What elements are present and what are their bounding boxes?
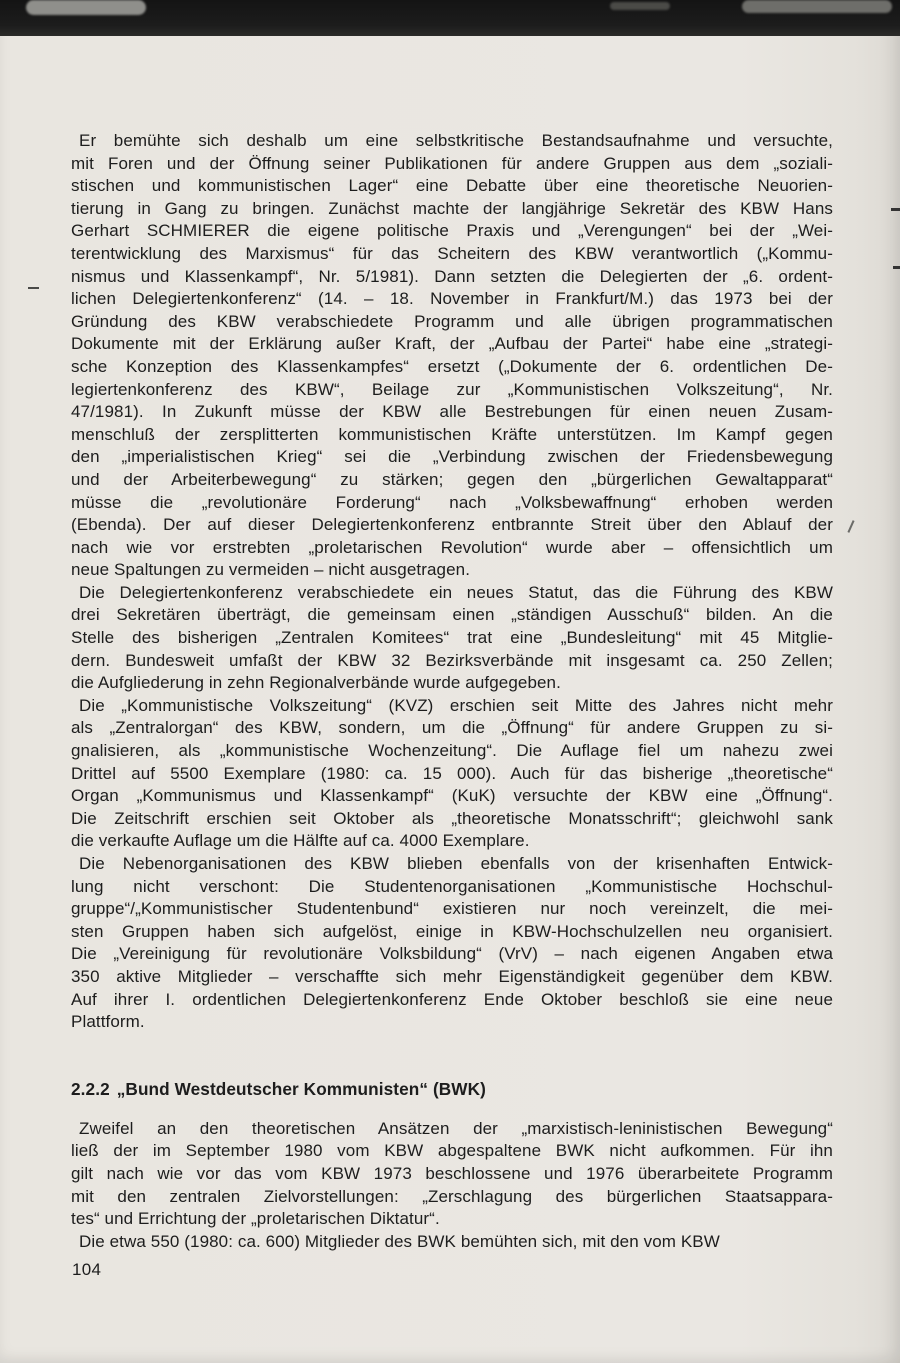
text-line: sten Gruppen haben sich aufgelöst, einige in KBW-Hochschulzellen neu organisiert. [71, 921, 833, 941]
text-line: menschluß der zersplitterten kommunistischen Kräfte unterstützen. Im Kampf gegen [71, 424, 833, 444]
text-line: als „Zentralorgan“ des KBW, sondern, um die „Öffnung“ für andere Gruppen zu si- [71, 718, 833, 738]
scan-artifact [28, 287, 39, 289]
scan-light-patch [26, 0, 146, 15]
page-number: 104 [72, 1260, 102, 1279]
text-line: die Aufgliederung in zehn Regionalverbände wurde aufgegeben. [71, 673, 561, 693]
text-line: drei Sekretären überträgt, die gemeinsam einen „ständigen Ausschuß“ bilden. An die [71, 605, 833, 625]
section-title: „Bund Westdeutscher Kommunisten“ (BWK) [116, 1078, 486, 1099]
text-line: 47/1981). In Zukunft müsse der KBW alle Bestrebungen für einen neuen Zusam- [71, 402, 833, 422]
text-line: Drittel auf 5500 Exemplare (1980: ca. 15 000). Auch für das bisherige „theoretische“ [71, 763, 833, 783]
section-heading [71, 1078, 833, 1101]
text-line: Zweifel an den theoretischen Ansätzen der „marxistisch-leninistischen Bewegung“ [79, 1118, 833, 1138]
text-line: Die Delegiertenkonferenz verabschiedete ein neues Statut, das die Führung des KBW [79, 582, 833, 602]
text-line: stischen und kommunistischen Lager“ eine Debatte über eine theoretische Neuorien- [71, 176, 833, 196]
body-text-lower [71, 1118, 833, 1254]
text-line: tes“ und Errichtung der „proletarischen Diktatur“. [71, 1209, 440, 1229]
text-line: gnalisieren, als „kommunistische Wochenzeitung“. Die Auflage fiel um nahezu zwei [71, 741, 833, 761]
text-line: Die etwa 550 (1980: ca. 600) Mitglieder des BWK bemühten sich, mit den vom KBW [79, 1231, 720, 1251]
paragraph [71, 1231, 833, 1254]
text-line: müsse die „revolutionäre Forderung“ nach „Volksbewaffnung“ erhoben werden [71, 492, 833, 512]
text-line: Organ „Kommunismus und Klassenkampf“ (KuK) versuchte der KBW eine „Öffnung“. [71, 786, 833, 806]
section-number: 2.2.2 [71, 1078, 110, 1099]
text-line: gruppe“/„Kommunistischer Studentenbund“ existieren nur noch vereinzelt, die mei- [71, 899, 833, 919]
paragraph [71, 130, 833, 582]
text-line: Gründung des KBW verabschiedete Programm und alle übrigen programmatischen [71, 311, 833, 331]
text-line: nach wie vor erstrebten „proletarischen Revolution“ wurde aber – offensichtlich um [71, 537, 833, 557]
text-line: Gerhart SCHMIERER die eigene politische Praxis und „Verengungen“ bei der „Wei- [71, 221, 833, 241]
text-line: Er bemühte sich deshalb um eine selbstkritische Bestandsaufnahme und versuchte, [79, 131, 833, 150]
text-line: ließ der im September 1980 vom KBW abgespaltene BWK nicht aufkommen. Für ihn [71, 1141, 833, 1161]
text-column [71, 130, 833, 1253]
text-line: nismus und Klassenkampf“, Nr. 5/1981). Dann setzten die Delegierten der „6. ordent- [71, 266, 833, 286]
text-line: neue Spaltungen zu vermeiden – nicht ausgetragen. [71, 560, 471, 580]
paragraph [71, 695, 833, 853]
scan-artifact [893, 266, 900, 269]
text-line: Die Zeitschrift erschien seit Oktober als „theoretische Monatsschrift“; gleichwohl sank [71, 808, 833, 828]
text-line: Auf ihrer I. ordentlichen Delegiertenkonferenz Ende Oktober beschloß sie eine neue [71, 989, 833, 1009]
text-line: mit Foren und der Öffnung seiner Publikationen für andere Gruppen aus dem „soziali- [71, 153, 833, 173]
text-line: (Ebenda). Der auf dieser Delegiertenkonferenz entbrannte Streit über den Ablauf der [71, 515, 833, 535]
paragraph [71, 582, 833, 695]
scan-light-patch [610, 2, 670, 10]
scan-top-edge-band [0, 0, 900, 36]
text-line: mit den zentralen Zielvorstellungen: „Zerschlagung des bürgerlichen Staatsappara- [71, 1186, 833, 1206]
text-line: dern. Bundesweit umfaßt der KBW 32 Bezirksverbände mit insgesamt ca. 250 Zellen; [71, 650, 833, 670]
text-line: legiertenkonferenz des KBW“, Beilage zur „Kommunistischen Volkszeitung“, Nr. [71, 379, 833, 399]
text-line: gilt nach wie vor das vom KBW 1973 beschlossene und 1976 überarbeitete Programm [71, 1163, 833, 1183]
text-line: Die „Kommunistische Volkszeitung“ (KVZ) erschien seit Mitte des Jahres nicht mehr [79, 695, 833, 715]
body-text-upper [71, 130, 833, 1034]
scan-artifact [847, 520, 854, 533]
text-line: sche Konzeption des Klassenkampfes“ ersetzt („Dokumente der 6. ordentlichen De- [71, 356, 833, 376]
text-line: 350 aktive Mitglieder – verschaffte sich mehr Eigenständigkeit gegenüber dem KBW. [71, 966, 833, 986]
text-line: Die „Vereinigung für revolutionäre Volksbildung“ (VrV) – nach eigenen Angaben etwa [71, 944, 833, 964]
paragraph [71, 1118, 833, 1231]
scan-artifact [891, 208, 900, 211]
text-line: den „imperialistischen Krieg“ sei die „Verbindung zwischen der Friedensbewegung [71, 447, 833, 467]
text-line: tierung in Gang zu bringen. Zunächst machte der langjährige Sekretär des KBW Hans [71, 198, 833, 218]
text-line: Dokumente mit der Erklärung außer Kraft, der „Aufbau der Partei“ habe eine „strategi- [71, 334, 833, 354]
text-line: Stelle des bisherigen „Zentralen Komitees“ trat eine „Bundesleitung“ mit 45 Mitglie- [71, 628, 833, 648]
text-line: Plattform. [71, 1012, 145, 1032]
text-line: terentwicklung des Marxismus“ für das Scheitern des KBW verantwortlich („Kommu- [71, 243, 833, 263]
paragraph [71, 853, 833, 1034]
text-line: lichen Delegiertenkonferenz“ (14. – 18. November in Frankfurt/M.) das 1973 bei der [71, 289, 833, 309]
scan-light-patch [742, 0, 892, 13]
text-line: die verkaufte Auflage um die Hälfte auf ca. 4000 Exemplare. [71, 831, 530, 851]
text-line: Die Nebenorganisationen des KBW blieben ebenfalls von der krisenhaften Entwick- [79, 854, 833, 873]
text-line: lung nicht verschont: Die Studentenorganisationen „Kommunistische Hochschul- [71, 876, 833, 896]
text-line: und der Arbeiterbewegung“ zu stärken; gegen den „bürgerlichen Gewaltapparat“ [71, 469, 833, 489]
